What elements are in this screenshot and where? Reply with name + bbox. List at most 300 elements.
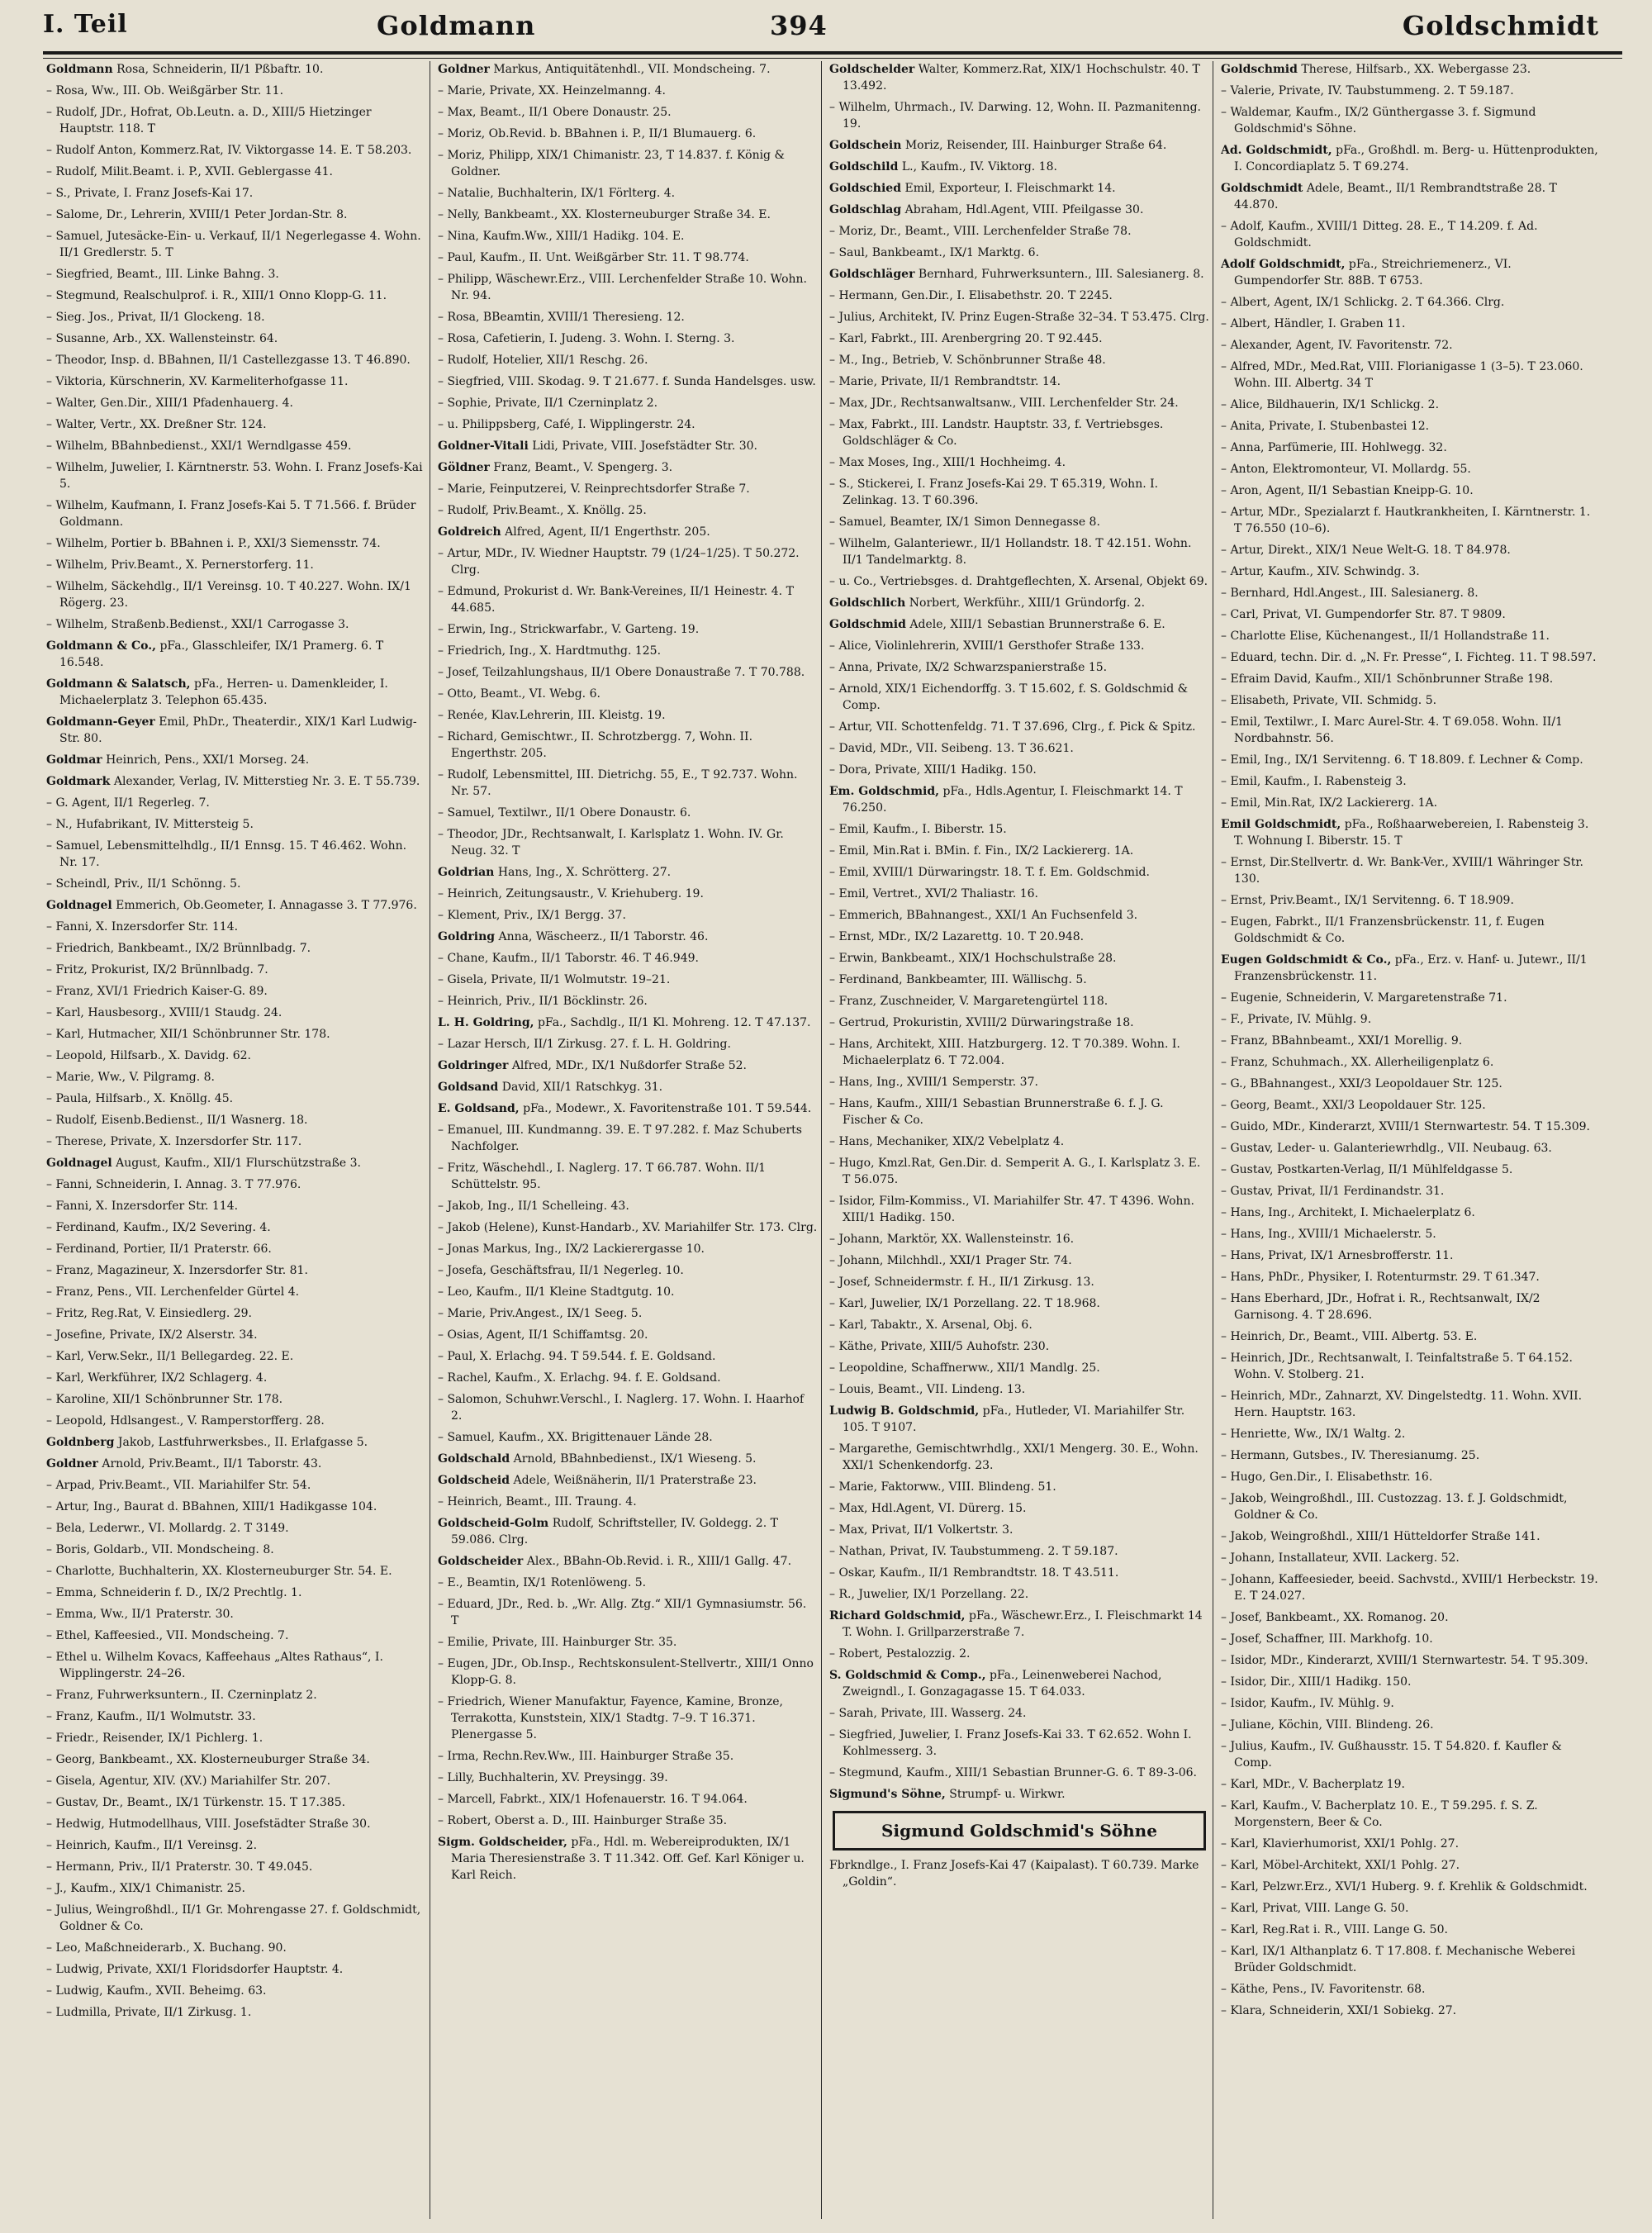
directory-entry — [46, 1687, 426, 1703]
directory-entry — [46, 373, 426, 390]
entry-details: – Rudolf, Milit.Beamt. i. P., XVII. Geblergasse 41. — [46, 165, 333, 178]
entry-details: – Albert, Händler, I. Graben 11. — [1221, 317, 1406, 330]
entry-details: – Anita, Private, I. Stubenbastei 12. — [1221, 420, 1430, 433]
directory-entry — [1221, 1076, 1601, 1092]
entry-details: – Stegmund, Kaufm., XIII/1 Sebastian Brunner-G. 6. T 89-3-06. — [829, 1766, 1197, 1779]
directory-entry — [1221, 1738, 1601, 1771]
directory-entry — [829, 180, 1209, 197]
entry-details: – Marie, Private, II/1 Rembrandtstr. 14. — [829, 375, 1061, 388]
directory-entry — [438, 1429, 818, 1446]
entry-surname: Goldrian — [438, 866, 495, 879]
entry-details: – Marcell, Fabrkt., XIX/1 Hofenauerstr. 16. T 94.064. — [438, 1793, 748, 1806]
directory-entry — [46, 983, 426, 1000]
page-number: 394 — [770, 10, 828, 41]
entry-surname: Goldmann & Salatsch, — [46, 677, 191, 691]
directory-entry — [46, 1456, 426, 1472]
entry-details: – Jakob, Weingroßhdl., XIII/1 Hütteldorfer Straße 141. — [1221, 1530, 1540, 1543]
directory-entry — [1221, 1226, 1601, 1242]
entry-details: Therese, Hilfsarb., XX. Webergasse 23. — [1301, 63, 1531, 76]
directory-entry — [438, 1305, 818, 1322]
directory-entry — [1221, 1119, 1601, 1135]
directory-entry — [829, 929, 1209, 945]
directory-entry — [438, 1656, 818, 1689]
entry-surname: Goldschläger — [829, 268, 915, 281]
entry-details: – Franz, Pens., VII. Lerchenfelder Gürtel 4. — [46, 1285, 300, 1299]
entry-details: – J., Kaufm., XIX/1 Chimanistr. 25. — [46, 1882, 245, 1895]
directory-entry — [829, 1667, 1209, 1700]
entry-details: – Wilhelm, BBahnbedienst., XXI/1 Werndlgasse 459. — [46, 439, 352, 453]
directory-entry — [46, 1584, 426, 1601]
directory-entry — [46, 752, 426, 768]
entry-details: – Artur, MDr., Spezialarzt f. Hautkrankheiten, I. Kärntnerstr. 1. T 76.550 (10–6). — [1221, 506, 1591, 535]
directory-entry — [829, 99, 1209, 132]
entry-surname: Em. Goldschmid, — [829, 785, 940, 798]
directory-entry — [829, 821, 1209, 838]
entry-details: – Wilhelm, Uhrmach., IV. Darwing. 12, Wohn. II. Pazmanitenng. 19. — [829, 101, 1202, 131]
entry-details: – Emanuel, III. Kundmanng. 39. E. T 97.282. f. Maz Schuberts Nachfolger. — [438, 1124, 802, 1153]
directory-entry — [438, 1160, 818, 1193]
directory-entry — [829, 1360, 1209, 1376]
entry-surname: Goldmann & Co., — [46, 639, 157, 653]
directory-entry — [829, 907, 1209, 924]
entry-surname: Goldschild — [829, 160, 899, 173]
directory-entry — [829, 287, 1209, 304]
directory-entry — [829, 1543, 1209, 1560]
entry-details: – Friedrich, Wiener Manufaktur, Fayence, Kamine, Bronze, Terrakotta, Kunststein, XIX/1 Stadtg. 7–9. T 16.371. Plenergasse 5. — [438, 1695, 783, 1741]
directory-entry — [46, 83, 426, 99]
directory-entry — [46, 1391, 426, 1408]
directory-entry — [46, 1434, 426, 1451]
directory-entry — [829, 1646, 1209, 1662]
directory-entry — [46, 1048, 426, 1064]
directory-entry — [1221, 990, 1601, 1006]
directory-entry — [46, 795, 426, 811]
entry-details: – Fritz, Prokurist, IX/2 Brünnlbadg. 7. — [46, 963, 268, 976]
directory-entry — [829, 1095, 1209, 1128]
directory-entry — [1221, 1981, 1601, 1998]
directory-entry — [438, 1284, 818, 1300]
entry-details: pFa., Großhdl. m. Berg- u. Hüttenprodukten, I. Concordiaplatz 5. T 69.274. — [1234, 144, 1598, 173]
entry-details: – Karl, IX/1 Althanplatz 6. T 17.808. f. Mechanische Weberei Brüder Goldschmidt. — [1221, 1945, 1576, 1974]
entry-details: – Sarah, Private, III. Wasserg. 24. — [829, 1707, 1027, 1720]
directory-entry — [829, 514, 1209, 530]
entry-details: – Renée, Klav.Lehrerin, III. Kleistg. 19. — [438, 709, 666, 722]
directory-entry — [438, 395, 818, 411]
entry-details: Moriz, Reisender, III. Hainburger Straße 64. — [904, 139, 1167, 152]
entry-surname: Goldnberg — [46, 1436, 115, 1449]
entry-details: – Marie, Faktorww., VIII. Blindeng. 51. — [829, 1480, 1056, 1494]
entry-details: Norbert, Werkführ., XIII/1 Gründorfg. 2. — [909, 596, 1146, 610]
entry-details: – Hermann, Gen.Dir., I. Elisabethstr. 20. T 2245. — [829, 289, 1113, 302]
directory-entry — [438, 1472, 818, 1489]
directory-entry — [46, 266, 426, 283]
entry-details: – Max, JDr., Rechtsanwaltsanw., VIII. Lerchenfelder Str. 24. — [829, 397, 1179, 410]
entry-details: pFa., Streichriemenerz., VI. Gumpendorfer Str. 88B. T 6753. — [1234, 258, 1512, 287]
entry-surname: Goldmark — [46, 775, 111, 788]
entry-details: – Eugen, Fabrkt., II/1 Franzensbrückenstr. 11, f. Eugen Goldschmidt & Co. — [1221, 915, 1545, 945]
entry-details: pFa., Hutleder, VI. Mariahilfer Str. 105. T 9107. — [843, 1404, 1185, 1434]
entry-details: – Rosa, Cafetierin, I. Judeng. 3. Wohn. I. Sterng. 3. — [438, 332, 735, 345]
entry-details: – Ernst, Dir.Stellvertr. d. Wr. Bank-Ver., XVIII/1 Währinger Str. 130. — [1221, 856, 1583, 886]
entry-details: – Albert, Agent, IX/1 Schlickg. 2. T 64.366. Clrg. — [1221, 296, 1505, 309]
directory-entry — [1221, 83, 1601, 99]
entry-details: – Fanni, Schneiderin, I. Annag. 3. T 77.976. — [46, 1178, 301, 1191]
directory-entry — [829, 202, 1209, 218]
entry-surname: Goldmar — [46, 753, 102, 767]
entry-details: – Ludmilla, Private, II/1 Zirkusg. 1. — [46, 2006, 252, 2019]
directory-entry — [46, 1816, 426, 1832]
directory-entry — [46, 1133, 426, 1150]
entry-details: – Nina, Kaufm.Ww., XIII/1 Hadikg. 104. E. — [438, 230, 685, 243]
entry-details: Markus, Antiquitätenhdl., VII. Mondscheing. 7. — [493, 63, 771, 76]
entry-details: – Natalie, Buchhalterin, IX/1 Förlterg. 4. — [438, 187, 676, 200]
entry-details: – Karl, Tabaktr., X. Arsenal, Obj. 6. — [829, 1318, 1032, 1332]
entry-details: – Gustav, Leder- u. Galanteriewrhdlg., VII. Neubaug. 63. — [1221, 1142, 1552, 1155]
directory-entry — [46, 1563, 426, 1580]
entry-details: – Leopoldine, Schaffnerww., XII/1 Mandlg. 25. — [829, 1361, 1100, 1375]
directory-entry — [829, 740, 1209, 757]
directory-entry — [829, 950, 1209, 967]
directory-entry — [438, 664, 818, 681]
directory-entry — [46, 207, 426, 223]
entry-details: – Johann, Kaffeesieder, beeid. Sachvstd., XVIII/1 Herbeckstr. 19. E. T 24.027. — [1221, 1573, 1598, 1603]
entry-surname: Goldschlag — [829, 203, 902, 216]
entry-details: – Karl, Pelzwr.Erz., XVI/1 Huberg. 9. f. Krehlik & Goldschmidt. — [1221, 1880, 1588, 1893]
entry-details: – Rudolf, Lebensmittel, III. Dietrichg. 55, E., T 92.737. Wohn. Nr. 57. — [438, 768, 798, 798]
entry-details: – Rudolf, JDr., Hofrat, Ob.Leutn. a. D., XIII/5 Hietzinger Hauptstr. 118. T — [46, 106, 372, 135]
directory-entry — [829, 1705, 1209, 1722]
entry-details: – Jakob (Helene), Kunst-Handarb., XV. Mariahilfer Str. 173. Clrg. — [438, 1221, 818, 1234]
directory-entry — [1221, 1674, 1601, 1690]
directory-entry — [438, 207, 818, 223]
entry-details: – Julius, Architekt, IV. Prinz Eugen-Straße 32–34. T 53.475. Clrg. — [829, 311, 1209, 324]
entry-surname: Ludwig B. Goldschmid, — [829, 1404, 980, 1418]
entry-details: – Arpad, Priv.Beamt., VII. Mariahilfer Str. 54. — [46, 1479, 311, 1492]
entry-details: L., Kaufm., IV. Viktorg. 18. — [901, 160, 1057, 173]
directory-entry — [46, 1649, 426, 1682]
directory-entry — [438, 1391, 818, 1424]
directory-entry — [1221, 1247, 1601, 1264]
directory-entry — [1221, 104, 1601, 137]
entry-details: – Hans, Ing., Architekt, I. Michaelerplatz 6. — [1221, 1206, 1475, 1219]
entry-details: – Nelly, Bankbeamt., XX. Klosterneuburger Straße 34. E. — [438, 208, 771, 221]
entry-details: – Samuel, Textilwr., II/1 Obere Donaustr. 6. — [438, 806, 691, 820]
entry-surname: Goldscheid — [438, 1474, 510, 1487]
entry-details: – Emil, Ing., IX/1 Servitenng. 6. T 18.809. f. Lechner & Comp. — [1221, 753, 1583, 767]
directory-entry — [829, 1074, 1209, 1090]
entry-details: – Emma, Schneiderin f. D., IX/2 Prechtlg. 1. — [46, 1586, 302, 1599]
directory-entry — [1221, 914, 1601, 947]
directory-entry — [438, 950, 818, 967]
entry-details: – Paul, X. Erlachg. 94. T 59.544. f. E. Goldsand. — [438, 1350, 716, 1363]
directory-entry — [46, 1983, 426, 1999]
entry-details: – Bela, Lederwr., VI. Mollardg. 2. T 3149. — [46, 1522, 289, 1535]
directory-entry — [1221, 1879, 1601, 1895]
directory-entry — [46, 1241, 426, 1257]
entry-details: – Franz, Kaufm., II/1 Wolmutstr. 33. — [46, 1710, 256, 1723]
entry-details: – Marie, Priv.Angest., IX/1 Seeg. 5. — [438, 1307, 643, 1320]
entry-details: – Hans, Ing., XVIII/1 Michaelerstr. 5. — [1221, 1228, 1436, 1241]
directory-entry — [438, 1241, 818, 1257]
directory-entry — [46, 714, 426, 747]
entry-details: Walter, Kommerz.Rat, XIX/1 Hochschulstr. 40. T 13.492. — [843, 63, 1200, 93]
directory-entry — [438, 1198, 818, 1214]
directory-entry — [1221, 61, 1601, 78]
entry-details: – Wilhelm, Priv.Beamt., X. Pernerstorferg. 11. — [46, 558, 314, 572]
entry-details: – G., BBahnangest., XXI/3 Leopoldauer Str. 125. — [1221, 1077, 1502, 1090]
directory-entry — [46, 228, 426, 261]
entry-details: – Friedrich, Ing., X. Hardtmuthg. 125. — [438, 644, 662, 658]
directory-entry — [46, 1730, 426, 1746]
directory-entry — [46, 1708, 426, 1725]
directory-entry — [46, 185, 426, 202]
directory-entry — [438, 1694, 818, 1743]
entry-details: – Osias, Agent, II/1 Schiffamtsg. 20. — [438, 1328, 648, 1342]
entry-details: – Rosa, BBeamtin, XVIII/1 Theresieng. 12. — [438, 311, 685, 324]
entry-details: Alfred, MDr., IX/1 Nußdorfer Straße 52. — [511, 1059, 747, 1072]
entry-details: – Juliane, Köchin, VIII. Blindeng. 26. — [1221, 1718, 1434, 1732]
directory-entry — [829, 1317, 1209, 1333]
entry-details: – Anna, Parfümerie, III. Hohlwegg. 32. — [1221, 441, 1447, 454]
directory-entry — [46, 816, 426, 833]
entry-details: – Erwin, Bankbeamt., XIX/1 Hochschulstraße 28. — [829, 952, 1117, 965]
directory-entry — [829, 638, 1209, 654]
entry-details: – Eugenie, Schneiderin, V. Margaretenstraße 71. — [1221, 991, 1507, 1005]
directory-entry — [1221, 1388, 1601, 1421]
directory-entry — [46, 1794, 426, 1811]
directory-entry — [829, 1014, 1209, 1031]
entry-details: – Alexander, Agent, IV. Favoritenstr. 72. — [1221, 339, 1453, 352]
entry-details: – Artur, Direkt., XIX/1 Neue Welt-G. 18. T 84.978. — [1221, 544, 1511, 557]
entry-surname: Goldscheid-Golm — [438, 1517, 549, 1530]
entry-details: – Julius, Kaufm., IV. Gußhausstr. 15. T 54.820. f. Kaufler & Comp. — [1221, 1740, 1562, 1770]
directory-entry — [1221, 1631, 1601, 1647]
entry-details: – Käthe, Pens., IV. Favoritenstr. 68. — [1221, 1983, 1426, 1996]
entry-surname: Eugen Goldschmidt & Co., — [1221, 953, 1392, 967]
entry-details: Franz, Beamt., V. Spengerg. 3. — [493, 461, 673, 474]
directory-entry — [46, 395, 426, 411]
entry-surname: E. Goldsand, — [438, 1102, 520, 1115]
entry-details: pFa., Sachdlg., II/1 Kl. Mohreng. 12. T 47.137. — [537, 1016, 811, 1029]
entry-details: – Friedr., Reisender, IX/1 Pichlerg. 1. — [46, 1732, 263, 1745]
entry-details: – Karl, Werkführer, IX/2 Schlagerg. 4. — [46, 1371, 268, 1385]
directory-entry — [829, 783, 1209, 816]
directory-entry — [829, 1193, 1209, 1226]
directory-entry — [46, 497, 426, 530]
entry-details: – Oskar, Kaufm., II/1 Rembrandtstr. 18. T 43.511. — [829, 1566, 1119, 1580]
directory-entry — [1221, 1798, 1601, 1831]
directory-entry — [46, 1005, 426, 1021]
column-divider — [821, 61, 822, 2219]
directory-entry — [46, 1413, 426, 1429]
entry-details: – Margarethe, Gemischtwrhdlg., XXI/1 Mengerg. 30. E., Wohn. XXI/1 Schenkendorfg. 23. — [829, 1442, 1199, 1472]
directory-entry — [438, 886, 818, 902]
entry-details: – S., Private, I. Franz Josefs-Kai 17. — [46, 187, 254, 200]
directory-entry — [438, 459, 818, 476]
entry-details: – Gisela, Private, II/1 Wolmutstr. 19–21. — [438, 973, 671, 986]
entry-details: – Carl, Privat, VI. Gumpendorfer Str. 87. T 9809. — [1221, 608, 1506, 621]
entry-details: – u. Co., Vertriebsges. d. Drahtgeflechten, X. Arsenal, Objekt 69. — [829, 575, 1208, 588]
directory-entry — [438, 502, 818, 519]
entry-details: – Efraim David, Kaufm., XII/1 Schönbrunner Straße 198. — [1221, 672, 1554, 686]
entry-surname: L. H. Goldring, — [438, 1016, 534, 1029]
directory-entry — [438, 929, 818, 945]
directory-entry — [829, 972, 1209, 988]
directory-entry — [1221, 628, 1601, 644]
directory-entry — [438, 864, 818, 881]
entry-details: – Heinrich, MDr., Zahnarzt, XV. Dingelstedtg. 11. Wohn. XVII. Hern. Hauptstr. 163. — [1221, 1390, 1583, 1419]
directory-entry — [438, 1122, 818, 1155]
entry-details: – Rudolf Anton, Kommerz.Rat, IV. Viktorgasse 14. E. T 58.203. — [46, 144, 412, 157]
entry-details: – Ludwig, Private, XXI/1 Floridsdorfer Hauptstr. 4. — [46, 1963, 344, 1976]
directory-entry — [829, 535, 1209, 568]
entry-details: – Wilhelm, Galanteriewr., II/1 Hollandstr. 18. T 42.151. Wohn. II/1 Tandelmarktg. 8. — [829, 537, 1192, 567]
entry-details: – Käthe, Private, XIII/5 Auhofstr. 230. — [829, 1340, 1050, 1353]
entry-details: Jakob, Lastfuhrwerksbes., II. Erlafgasse 5. — [117, 1436, 368, 1449]
directory-entry — [1221, 1900, 1601, 1917]
directory-entry — [438, 545, 818, 578]
entry-surname: Goldnagel — [46, 1157, 112, 1170]
directory-entry — [438, 228, 818, 245]
directory-entry — [438, 249, 818, 266]
directory-entry — [46, 940, 426, 957]
directory-entry — [46, 352, 426, 368]
directory-entry — [46, 838, 426, 871]
directory-entry — [46, 1155, 426, 1171]
directory-entry — [1221, 218, 1601, 251]
directory-entry — [829, 1441, 1209, 1474]
directory-entry — [1221, 1011, 1601, 1028]
entry-details: – Boris, Goldarb., VII. Mondscheing. 8. — [46, 1543, 274, 1556]
entry-details: – Theodor, Insp. d. BBahnen, II/1 Castellezgasse 13. T 46.890. — [46, 354, 411, 367]
directory-entry — [438, 481, 818, 497]
page-header — [43, 5, 1622, 51]
entry-details: – Emil, XVIII/1 Dürwaringstr. 18. T. f. Em. Goldschmid. — [829, 866, 1150, 879]
entry-details: – Gertrud, Prokuristin, XVIII/2 Dürwaringstraße 18. — [829, 1016, 1134, 1029]
directory-entry — [46, 1751, 426, 1768]
entry-details: – Isidor, Kaufm., IV. Mühlg. 9. — [1221, 1697, 1394, 1710]
entry-surname: Goldmann — [46, 63, 113, 76]
directory-entry — [438, 1748, 818, 1765]
directory-entry — [46, 638, 426, 671]
entry-surname: Goldschald — [438, 1452, 510, 1466]
entry-details: – Karl, Möbel-Architekt, XXI/1 Pohlg. 27. — [1221, 1859, 1460, 1872]
entry-details: – Isidor, Dir., XIII/1 Hadikg. 150. — [1221, 1675, 1412, 1689]
entry-details: – Hans Eberhard, JDr., Hofrat i. R., Rechtsanwalt, IX/2 Garnisong. 4. T 28.696. — [1221, 1292, 1540, 1322]
entry-details: – Robert, Pestalozzig. 2. — [829, 1647, 971, 1660]
directory-entry — [829, 762, 1209, 778]
directory-entry — [1221, 504, 1601, 537]
directory-entry — [438, 438, 818, 454]
entry-details: – Louis, Beamt., VII. Lindeng. 13. — [829, 1383, 1026, 1396]
entry-details: – Charlotte Elise, Küchenangest., II/1 Hollandstraße 11. — [1221, 630, 1550, 643]
entry-details: – Gustav, Postkarten-Verlag, II/1 Mühlfeldgasse 5. — [1221, 1163, 1513, 1176]
directory-entry — [46, 142, 426, 159]
directory-entry — [438, 1515, 818, 1548]
directory-entry — [829, 1857, 1209, 1890]
directory-entry — [438, 185, 818, 202]
directory-entry — [829, 395, 1209, 411]
directory-entry — [438, 1791, 818, 1808]
entry-details: – Siegfried, VIII. Skodag. 9. T 21.677. f. Sunda Handelsges. usw. — [438, 375, 816, 388]
directory-entry — [1221, 1490, 1601, 1523]
directory-entry — [829, 416, 1209, 449]
entry-details: – Edmund, Prokurist d. Wr. Bank-Vereines, II/1 Heinestr. 4. T 44.685. — [438, 585, 794, 615]
directory-entry — [46, 676, 426, 709]
directory-entry — [1221, 1528, 1601, 1545]
entry-details: – Emil, Min.Rat, IX/2 Lackiererg. 1A. — [1221, 796, 1438, 810]
directory-entry — [46, 1542, 426, 1558]
entry-details: – Wilhelm, Straßenb.Bedienst., XXI/1 Carrogasse 3. — [46, 618, 349, 631]
directory-entry — [829, 886, 1209, 902]
directory-entry — [1221, 1857, 1601, 1874]
entry-details: – Friedrich, Bankbeamt., IX/2 Brünnlbadg. 7. — [46, 942, 311, 955]
entry-details: – Saul, Bankbeamt., IX/1 Marktg. 6. — [829, 246, 1040, 259]
directory-entry — [1221, 1033, 1601, 1049]
directory-entry — [1221, 256, 1601, 289]
entry-details: – Max, Hdl.Agent, VI. Dürerg. 15. — [829, 1502, 1027, 1515]
entry-details: – F., Private, IV. Mühlg. 9. — [1221, 1013, 1372, 1026]
entry-details: pFa., Roßhaarwebereien, I. Rabensteig 3. T. Wohnung I. Biberstr. 15. T — [1234, 818, 1589, 848]
entry-details: – Josefine, Private, IX/2 Alserstr. 34. — [46, 1328, 258, 1342]
directory-entry — [1221, 359, 1601, 392]
directory-entry — [829, 1274, 1209, 1290]
directory-entry — [438, 104, 818, 121]
entry-details: – Ferdinand, Portier, II/1 Praterstr. 66. — [46, 1242, 272, 1256]
entry-details: – Erwin, Ing., Strickwarfabr., V. Garteng. 19. — [438, 623, 700, 636]
directory-entry — [438, 309, 818, 325]
entry-details: Hans, Ing., X. Schrötterg. 27. — [497, 866, 672, 879]
directory-entry — [438, 1770, 818, 1786]
column-4 — [1221, 61, 1601, 2219]
directory-entry — [438, 330, 818, 347]
right-running-head: Goldschmidt — [1402, 10, 1599, 41]
entry-details: – Moriz, Dr., Beamt., VIII. Lerchenfelder Straße 78. — [829, 225, 1132, 238]
directory-entry — [1221, 1097, 1601, 1114]
directory-entry — [829, 681, 1209, 714]
entry-details: – Salomon, Schuhwr.Verschl., I. Naglerg. 17. Wohn. I. Haarhof 2. — [438, 1393, 805, 1423]
entry-details: – Leopold, Hilfsarb., X. Davidg. 62. — [46, 1049, 251, 1062]
entry-surname: Adolf Goldschmidt, — [1221, 258, 1346, 271]
directory-entry — [46, 1026, 426, 1043]
entry-details: – Anna, Private, IX/2 Schwarzspanierstraße 15. — [829, 661, 1108, 674]
directory-entry — [438, 1370, 818, 1386]
header-rule — [43, 51, 1622, 55]
entry-details: – Chane, Kaufm., II/1 Taborstr. 46. T 46.949. — [438, 952, 699, 965]
directory-entry — [1221, 418, 1601, 435]
directory-entry — [438, 126, 818, 142]
directory-entry — [438, 271, 818, 304]
entry-details: – Fanni, X. Inzersdorfer Str. 114. — [46, 1200, 239, 1213]
entry-surname: Emil Goldschmidt, — [1221, 818, 1341, 831]
directory-entry — [829, 1565, 1209, 1581]
entry-details: – Hans, Architekt, XIII. Hatzburgerg. 12. T 70.389. Wohn. I. Michaelerplatz 6. T 72.004. — [829, 1038, 1180, 1067]
directory-entry — [46, 962, 426, 978]
entry-surname: S. Goldschmid & Comp., — [829, 1669, 986, 1682]
directory-entry — [829, 573, 1209, 590]
entry-details: – Hugo, Kmzl.Rat, Gen.Dir. d. Semperit A. G., I. Karlsplatz 3. E. T 56.075. — [829, 1157, 1201, 1186]
directory-entry — [1221, 1350, 1601, 1383]
directory-entry — [438, 1079, 818, 1095]
directory-entry — [1221, 563, 1601, 580]
entry-details: – Gustav, Dr., Beamt., IX/1 Türkenstr. 15. T 17.385. — [46, 1796, 346, 1809]
directory-entry — [829, 864, 1209, 881]
directory-entry — [1221, 1204, 1601, 1221]
entry-details: pFa., Hdl. m. Webereiprodukten, IX/1 Maria Theresienstraße 3. T 11.342. Off. Gef. Karl Königer u. Karl Reich. — [451, 1836, 805, 1882]
entry-details: – Emilie, Private, III. Hainburger Str. 35. — [438, 1636, 677, 1649]
entry-details: Alfred, Agent, II/1 Engerthstr. 205. — [505, 525, 710, 539]
directory-entry — [46, 1348, 426, 1365]
